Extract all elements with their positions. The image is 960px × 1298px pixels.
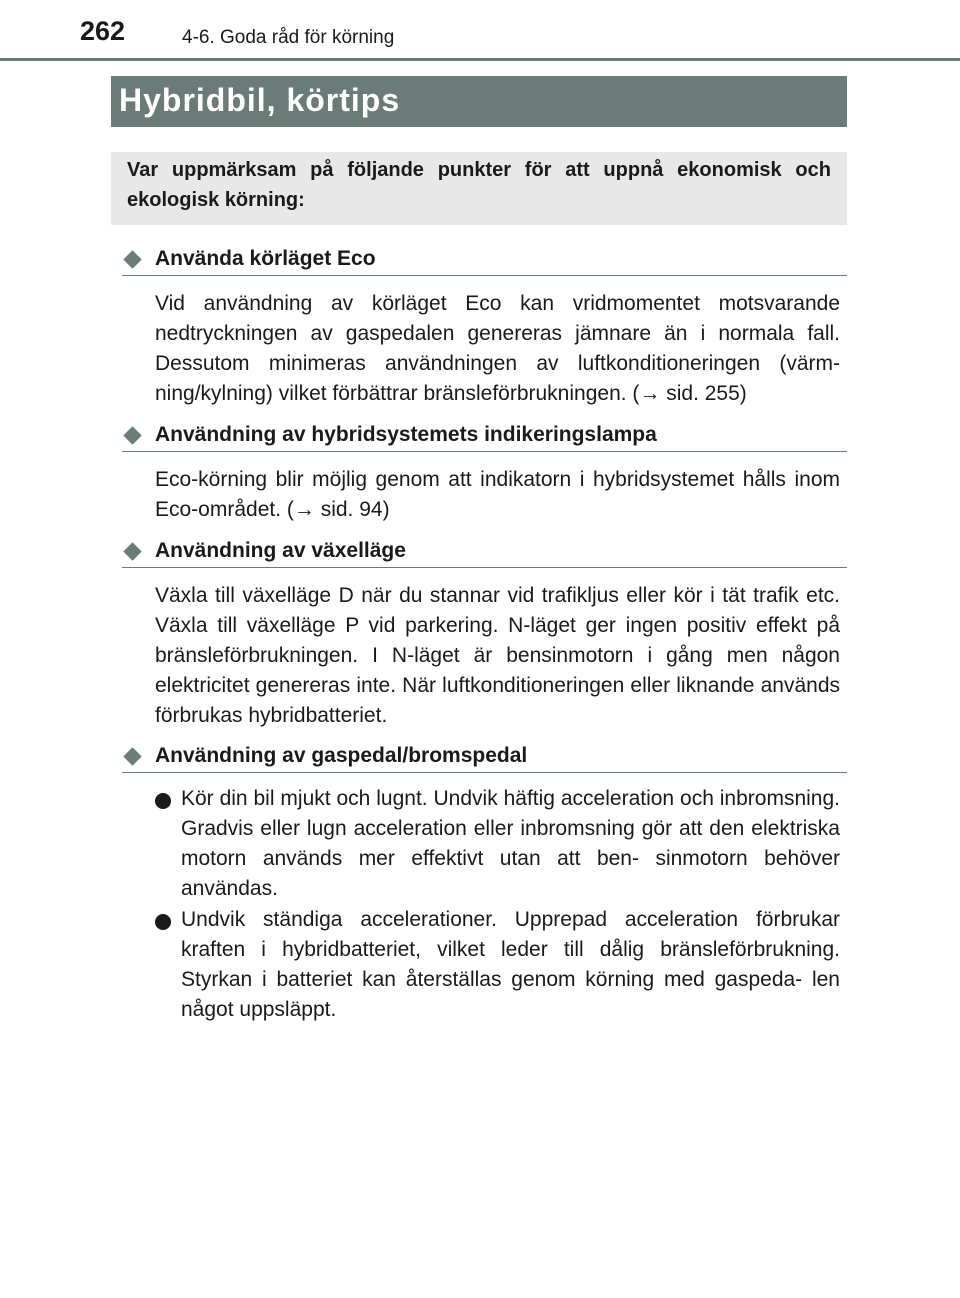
bullet-text: Kör din bil mjukt och lugnt. Undvik häftig acceleration och inbromsning. Gradvis eller lugn acceleration eller inbromsning gör att den elektriska motorn används mer effektivt utan att ben- sinmotorn behöver användas.	[181, 787, 840, 900]
section-body: Eco-körning blir möjlig genom att indikatorn i hybridsystemet hålls inom Eco-området. (→ sid. 94)	[155, 468, 840, 521]
diamond-icon	[123, 542, 141, 560]
bullet-dot-icon	[155, 914, 171, 930]
section-heading	[122, 249, 847, 276]
bullet-text: Undvik ständiga accelerationer. Upprepad acceleration förbrukar kraften i hybridbatteriet, vilket leder till dålig bränsleförbrukning. Styrkan i batteriet kan återställas genom körning med gaspeda- len något uppsläppt.	[181, 908, 840, 1021]
section-title: Användning av hybridsystemets indikeringslampa	[155, 423, 657, 446]
page-title: Hybridbil, körtips	[119, 82, 401, 118]
section-title: Använda körläget Eco	[155, 247, 376, 270]
section-heading	[122, 425, 847, 452]
page-number: 262	[80, 16, 126, 46]
section-body: Vid användning av körläget Eco kan vridmomentet motsvarande nedtryckningen av gaspedalen genereras jämnare än i normala fall. Dessutom minimeras användningen av luftkonditioneringen (värm- ning/kylning) vilket förbättrar bränsleförbrukningen. (→ sid. 255)	[155, 292, 840, 405]
header-rule	[0, 58, 960, 61]
section-body: Växla till växelläge D när du stannar vid trafikljus eller kör i tät trafik etc. Växla till växelläge P vid parkering. N-läget ger ingen positiv effekt på bränsleförbrukningen. I N-läget är bensinmotorn i gång men någon elektricitet genereras inte. När luftkonditioneringen eller liknande används förbrukas hybridbatteriet.	[155, 584, 840, 727]
section-title: Användning av gaspedal/bromspedal	[155, 744, 528, 767]
diamond-icon	[123, 250, 141, 268]
intro-text: Var uppmärksam på följande punkter för att uppnå ekonomisk och ekologisk körning:	[127, 159, 831, 211]
diamond-icon	[123, 747, 141, 765]
intro-box	[111, 152, 847, 225]
diamond-icon	[123, 426, 141, 444]
title-band	[111, 76, 847, 127]
chapter-title: 4-6. Goda råd för körning	[182, 27, 395, 48]
bullet-dot-icon	[155, 793, 171, 809]
section-heading	[122, 746, 847, 773]
section-title: Användning av växelläge	[155, 539, 406, 562]
section-heading	[122, 541, 847, 568]
